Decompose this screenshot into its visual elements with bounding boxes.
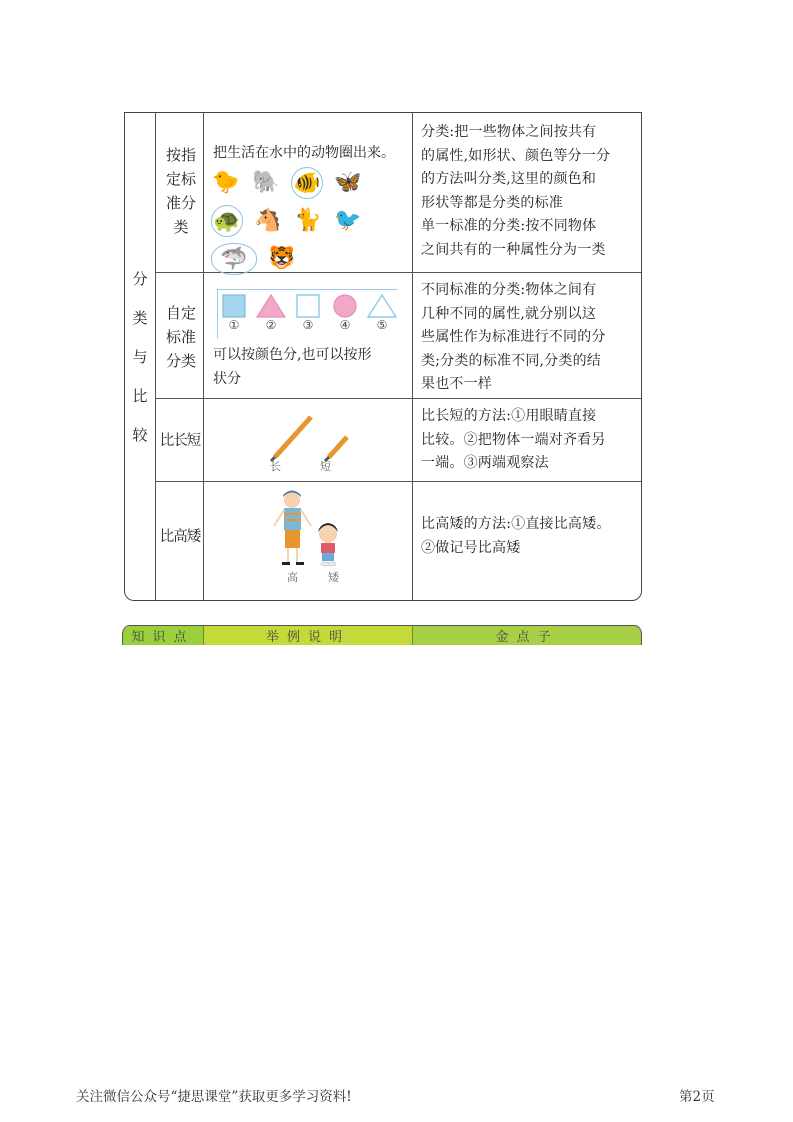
example-line: 可以按颜色分,也可以按形 (213, 347, 372, 363)
subtopic-line: 准分 (165, 194, 196, 212)
subtopic-custom-standard (159, 301, 203, 373)
subtopic-line: 定标 (165, 170, 196, 188)
subtopic-compare-length: 比长短 (159, 433, 201, 449)
tip-line: 不同标准的分类:物体之间有 (421, 282, 597, 298)
tip-line: 之间共有的一种属性分为一类 (421, 241, 606, 258)
page-number: 第2页 (679, 1089, 715, 1105)
triangle-shape-icon (256, 294, 286, 318)
bird-icon: 🐤 (212, 169, 240, 195)
children-illustration (270, 488, 350, 576)
tip-line: 分类:把一些物体之间按共有 (421, 124, 597, 140)
shape-item (295, 294, 321, 332)
header-golden-tips: 金点子 (413, 626, 642, 645)
short-height-label: 矮 (328, 571, 339, 584)
subtopic-line: 分类 (165, 352, 196, 370)
butterfly-icon: 🦋 (334, 169, 362, 195)
square-shape-icon (222, 294, 246, 318)
subtopic-line: 标准 (165, 328, 196, 346)
circle-shape-icon (333, 294, 357, 318)
section-header-bar (122, 625, 642, 645)
shape-label: ① (228, 318, 240, 332)
tip-line: 些属性作为标准进行不同的分 (421, 329, 606, 345)
footer-notice: 关注微信公众号“捷思课堂”获取更多学习资料! (76, 1089, 352, 1105)
tiger-icon: 🐯 (268, 245, 296, 271)
shape-item (332, 294, 358, 332)
category-char: 分 (132, 270, 148, 288)
shape-label: ⑤ (376, 318, 388, 332)
shape-item (221, 294, 247, 332)
tip-line: 的属性,如形状、颜色等分一分 (421, 147, 611, 164)
row-divider (155, 481, 641, 482)
knowledge-table (124, 112, 642, 601)
category-char: 较 (132, 426, 148, 444)
shape-label: ④ (339, 318, 351, 332)
pencils-illustration (267, 413, 367, 463)
example-instruction: 把生活在水中的动物圈出来。 (213, 145, 395, 161)
tip-line: ②做记号比高矮 (421, 539, 521, 556)
tall-label: 高 (287, 571, 298, 584)
turtle-icon: 🐢 (211, 205, 243, 237)
long-label: 长 (270, 460, 281, 473)
subtopic-specified-standard (159, 143, 203, 239)
category-char: 与 (132, 348, 148, 366)
tip-line: 果也不一样 (421, 376, 492, 392)
tip-line: 类;分类的标准不同,分类的结 (421, 352, 601, 369)
tall-child-icon (274, 491, 311, 566)
tip-line: 比较。②把物体一端对齐看另 (421, 431, 606, 448)
cat-icon: 🐈 (294, 207, 322, 233)
example-color-shape (213, 343, 413, 391)
tip-different-standards (421, 279, 635, 397)
tip-line: 比高矮的方法:①直接比高矮。 (421, 516, 611, 532)
crow-icon: 🐦 (334, 207, 362, 233)
animal-images (211, 167, 401, 275)
shape-label: ③ (302, 318, 314, 332)
tip-line: 形状等都是分类的标准 (421, 194, 563, 211)
shape-item (369, 294, 395, 332)
square-shape-icon (296, 294, 320, 318)
tip-line: 一端。③两端观察法 (421, 455, 549, 471)
subtopic-compare-height: 比高矮 (159, 529, 201, 545)
tip-classification (421, 121, 635, 262)
row-divider (155, 398, 641, 399)
shape-label: ② (265, 318, 277, 332)
horse-icon: 🐴 (254, 207, 282, 233)
subtopic-line: 自定 (165, 304, 196, 322)
elephant-icon: 🐘 (252, 169, 280, 195)
tip-line: 单一标准的分类:按不同物体 (421, 218, 597, 234)
category-char: 类 (132, 309, 148, 327)
fish-icon: 🐠 (291, 167, 323, 199)
shapes-row (221, 294, 395, 332)
category-char: 比 (132, 387, 148, 405)
tip-line: 几种不同的属性,就分别以这 (421, 305, 597, 322)
short-label: 短 (320, 460, 331, 473)
shape-item (258, 294, 284, 332)
tip-line: 比长短的方法:①用眼睛直接 (421, 408, 597, 424)
example-line: 状分 (213, 371, 241, 387)
header-examples: 举例说明 (204, 626, 413, 645)
category-cell (125, 113, 155, 600)
tip-compare-height (421, 513, 635, 560)
tip-compare-length (421, 405, 635, 476)
subtopic-line: 类 (173, 218, 189, 236)
shark-icon: 🦈 (211, 243, 257, 275)
header-knowledge-point: 知识点 (122, 626, 204, 645)
triangle-shape-icon (367, 294, 397, 318)
short-child-icon (318, 523, 338, 566)
tip-line: 的方法叫分类,这里的颜色和 (421, 171, 597, 187)
subtopic-line: 按指 (165, 146, 196, 164)
